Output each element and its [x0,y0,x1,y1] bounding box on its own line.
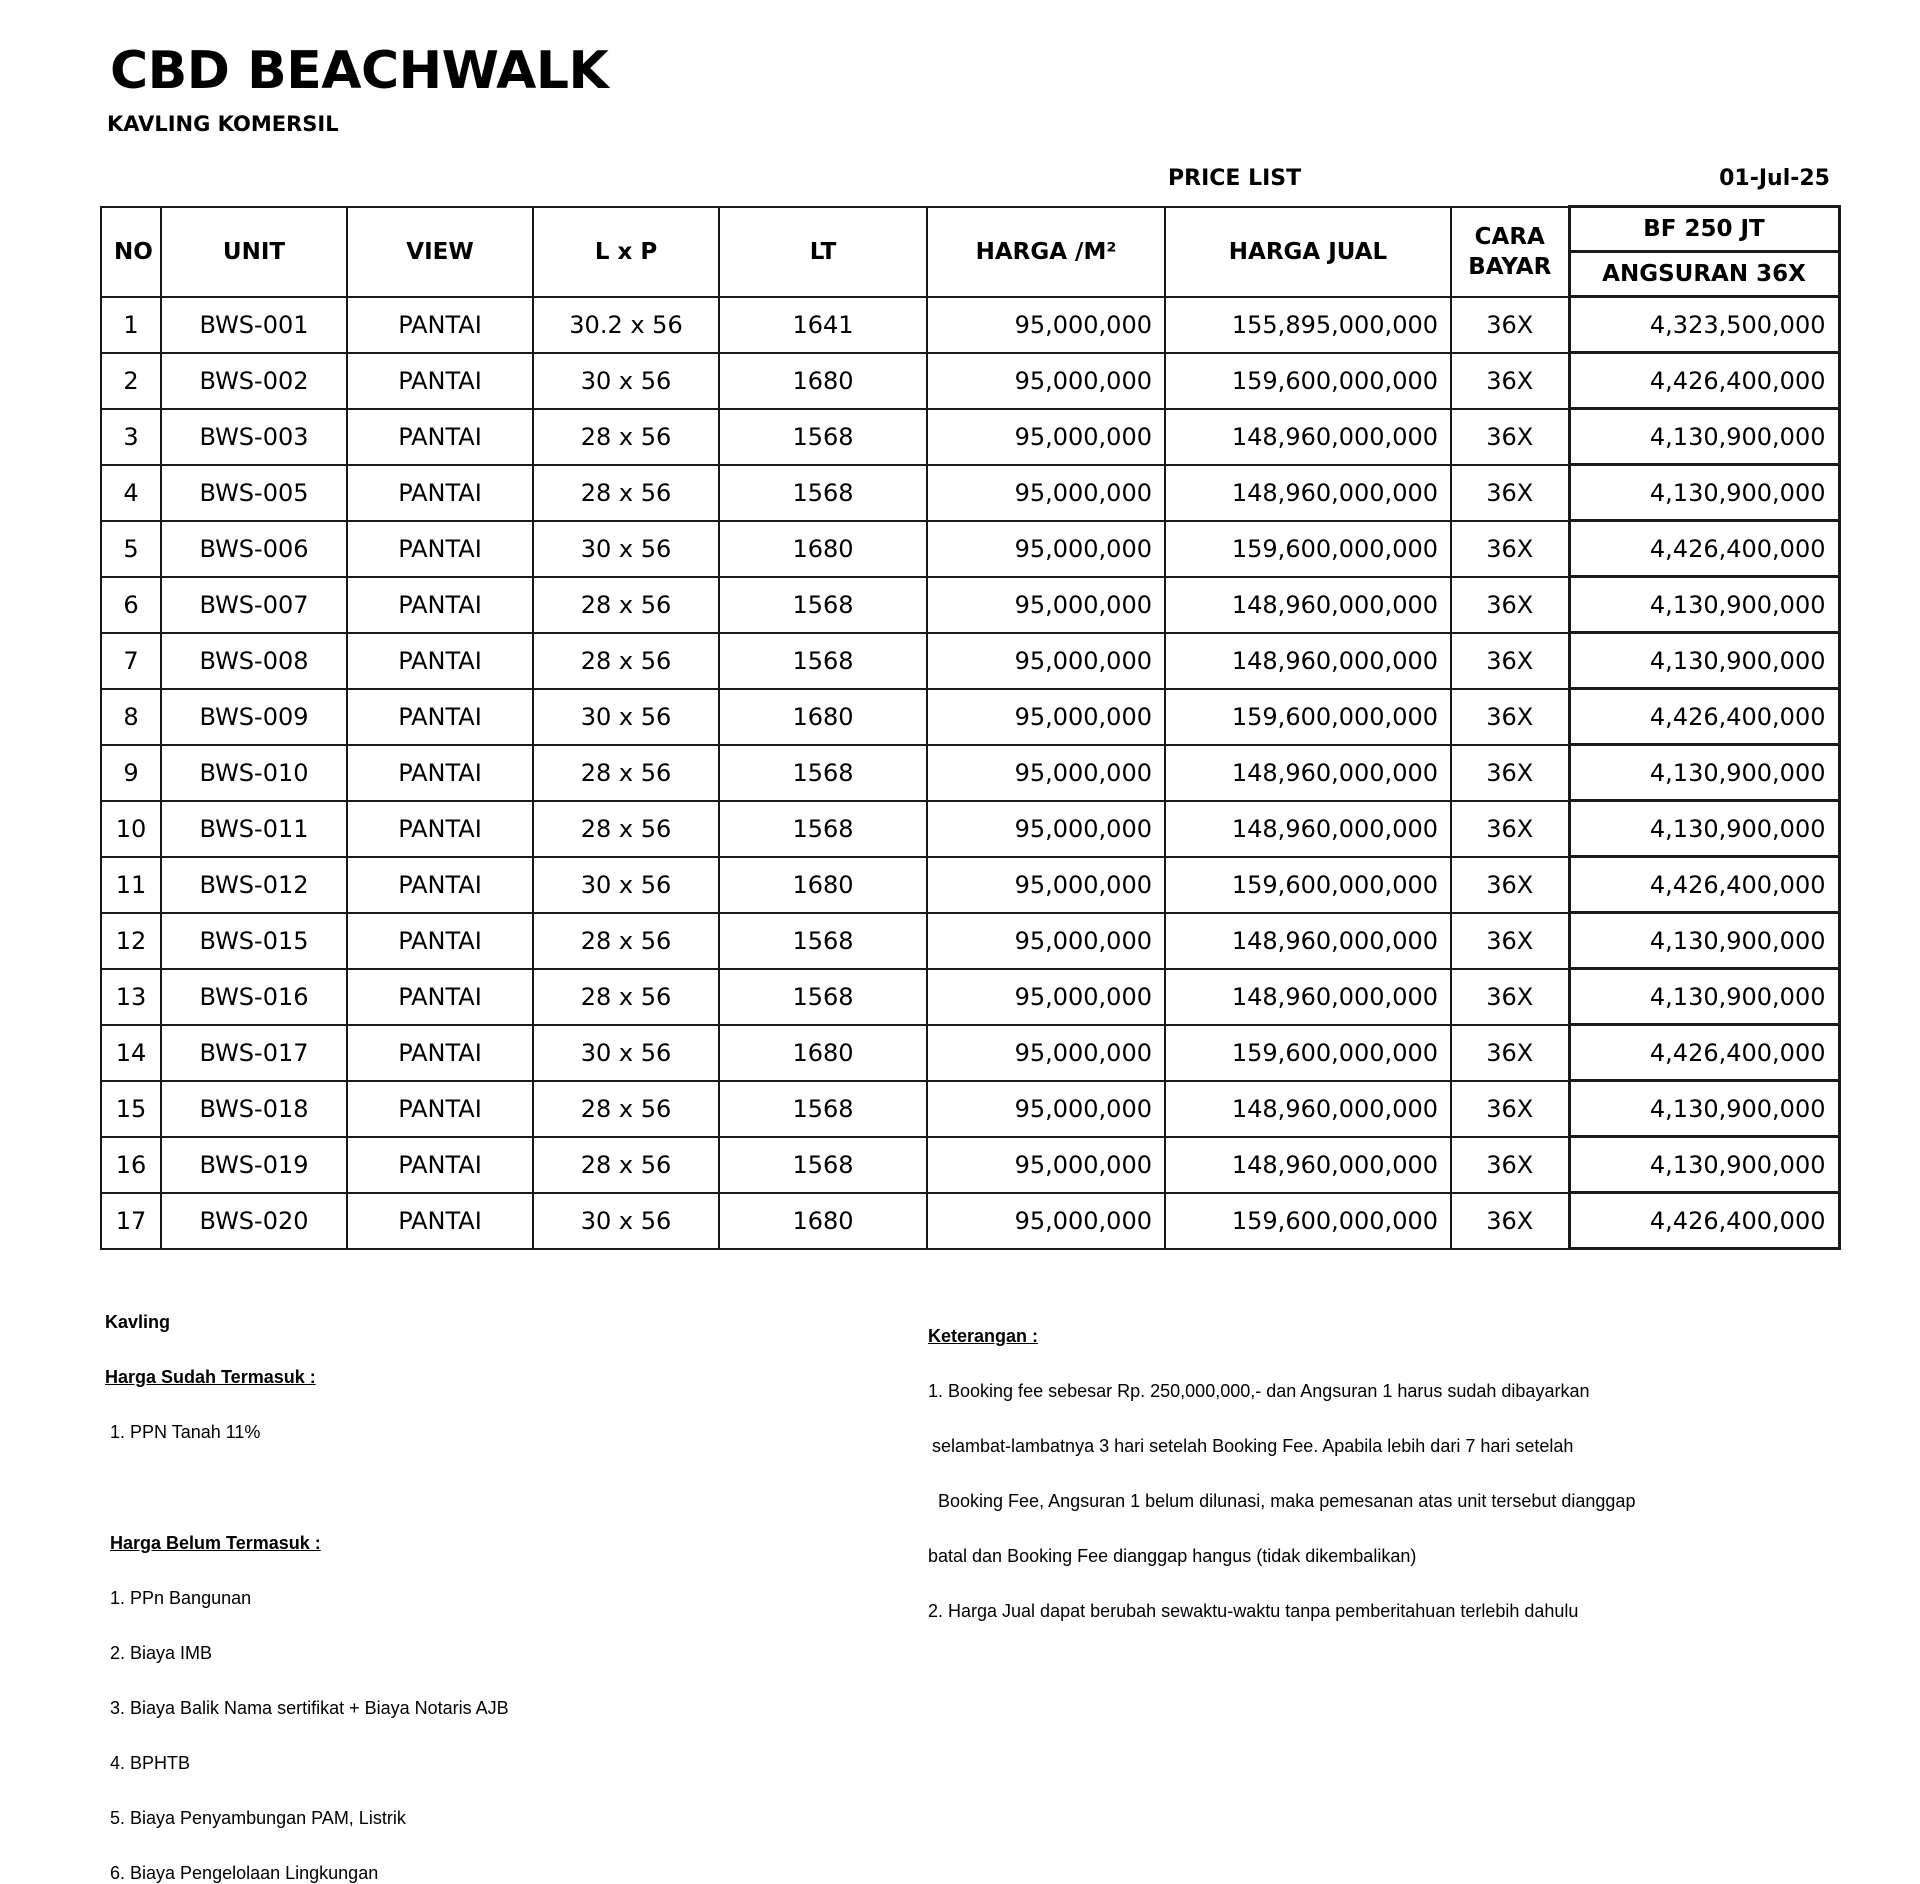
notes-excluded-item: 3. Biaya Balik Nama sertifikat + Biaya Notaris AJB [110,1698,509,1718]
table-row [101,353,1839,409]
cell-no: 2 [101,353,161,409]
cell-no: 17 [101,1193,161,1249]
cell-lxp: 30 x 56 [533,689,719,745]
col-header-bf: BF 250 JT [1569,207,1839,252]
cell-unit: BWS-018 [161,1081,347,1137]
notes-excluded-item: 4. BPHTB [110,1753,191,1773]
cell-angsuran: 4,426,400,000 [1569,1025,1839,1081]
cell-cara-bayar: 36X [1451,857,1569,913]
cell-harga-m2: 95,000,000 [927,913,1165,969]
cell-unit: BWS-006 [161,521,347,577]
cell-harga-m2: 95,000,000 [927,1081,1165,1137]
cell-lxp: 30.2 x 56 [533,297,719,353]
cell-view: PANTAI [347,521,533,577]
cell-angsuran: 4,426,400,000 [1569,353,1839,409]
notes-included-item: 1. PPN Tanah 11% [110,1422,261,1442]
cell-view: PANTAI [347,353,533,409]
table-row [101,689,1839,745]
cell-unit: BWS-017 [161,1025,347,1081]
cell-angsuran: 4,130,900,000 [1569,1137,1839,1193]
cell-harga-jual: 148,960,000,000 [1165,801,1451,857]
cell-lxp: 28 x 56 [533,577,719,633]
cell-lxp: 30 x 56 [533,1193,719,1249]
cell-lt: 1568 [719,1081,927,1137]
cell-angsuran: 4,426,400,000 [1569,1193,1839,1249]
cell-no: 5 [101,521,161,577]
cell-unit: BWS-020 [161,1193,347,1249]
cell-harga-jual: 159,600,000,000 [1165,857,1451,913]
cell-cara-bayar: 36X [1451,409,1569,465]
price-list-date: 01-Jul-25 [1719,166,1830,191]
cell-cara-bayar: 36X [1451,465,1569,521]
cell-lt: 1680 [719,521,927,577]
cell-lxp: 28 x 56 [533,745,719,801]
cell-harga-m2: 95,000,000 [927,1193,1165,1249]
notes-keterangan-line: 1. Booking fee sebesar Rp. 250,000,000,- dan Angsuran 1 harus sudah dibayarkan [928,1381,1590,1401]
cell-no: 16 [101,1137,161,1193]
cell-angsuran: 4,426,400,000 [1569,521,1839,577]
cell-unit: BWS-008 [161,633,347,689]
cell-no: 13 [101,969,161,1025]
cell-view: PANTAI [347,465,533,521]
notes-kavling-heading: Kavling [105,1312,171,1332]
cell-unit: BWS-001 [161,297,347,353]
cell-no: 4 [101,465,161,521]
cell-unit: BWS-007 [161,577,347,633]
cell-harga-jual: 148,960,000,000 [1165,465,1451,521]
cell-angsuran: 4,426,400,000 [1569,857,1839,913]
col-header-view: VIEW [347,207,533,297]
cell-lt: 1641 [719,297,927,353]
price-table-body [101,297,1839,1249]
cell-cara-bayar: 36X [1451,1193,1569,1249]
cell-harga-m2: 95,000,000 [927,1025,1165,1081]
notes-excluded-item: 1. PPn Bangunan [110,1588,252,1608]
cell-no: 8 [101,689,161,745]
cell-harga-m2: 95,000,000 [927,633,1165,689]
table-row [101,297,1839,353]
page-title: CBD BEACHWALK [110,41,609,101]
table-row [101,633,1839,689]
col-header-cara-bayar-line2: BAYAR [1468,253,1552,280]
cell-cara-bayar: 36X [1451,633,1569,689]
cell-no: 9 [101,745,161,801]
cell-lt: 1680 [719,353,927,409]
table-row [101,801,1839,857]
col-header-angsuran: ANGSURAN 36X [1569,252,1839,297]
cell-angsuran: 4,130,900,000 [1569,465,1839,521]
cell-unit: BWS-012 [161,857,347,913]
cell-harga-jual: 148,960,000,000 [1165,913,1451,969]
col-header-harga-jual: HARGA JUAL [1165,207,1451,297]
cell-lxp: 28 x 56 [533,1081,719,1137]
cell-unit: BWS-015 [161,913,347,969]
col-header-lxp: L x P [533,207,719,297]
cell-view: PANTAI [347,913,533,969]
cell-view: PANTAI [347,969,533,1025]
cell-angsuran: 4,426,400,000 [1569,689,1839,745]
cell-harga-m2: 95,000,000 [927,465,1165,521]
cell-harga-m2: 95,000,000 [927,801,1165,857]
cell-view: PANTAI [347,577,533,633]
cell-no: 14 [101,1025,161,1081]
cell-cara-bayar: 36X [1451,521,1569,577]
notes-excluded-heading: Harga Belum Termasuk : [110,1533,321,1553]
cell-harga-m2: 95,000,000 [927,969,1165,1025]
cell-harga-m2: 95,000,000 [927,521,1165,577]
cell-harga-jual: 148,960,000,000 [1165,969,1451,1025]
cell-lt: 1568 [719,969,927,1025]
price-table [100,205,1841,1250]
table-row [101,1193,1839,1249]
notes-excluded-item: 5. Biaya Penyambungan PAM, Listrik [110,1808,406,1828]
cell-lxp: 30 x 56 [533,1025,719,1081]
cell-lt: 1680 [719,1193,927,1249]
cell-cara-bayar: 36X [1451,353,1569,409]
cell-lt: 1680 [719,689,927,745]
cell-lt: 1568 [719,801,927,857]
cell-harga-m2: 95,000,000 [927,577,1165,633]
table-row [101,1137,1839,1193]
cell-lxp: 28 x 56 [533,1137,719,1193]
cell-unit: BWS-011 [161,801,347,857]
cell-harga-jual: 148,960,000,000 [1165,633,1451,689]
table-row [101,913,1839,969]
cell-lxp: 28 x 56 [533,633,719,689]
cell-lxp: 30 x 56 [533,857,719,913]
col-header-harga-m2: HARGA /M² [927,207,1165,297]
cell-harga-jual: 148,960,000,000 [1165,1081,1451,1137]
table-row [101,1025,1839,1081]
cell-angsuran: 4,130,900,000 [1569,577,1839,633]
col-header-cara-bayar-line1: CARA [1474,223,1545,250]
cell-angsuran: 4,130,900,000 [1569,913,1839,969]
cell-no: 11 [101,857,161,913]
cell-view: PANTAI [347,409,533,465]
cell-angsuran: 4,130,900,000 [1569,745,1839,801]
cell-harga-m2: 95,000,000 [927,1137,1165,1193]
cell-harga-m2: 95,000,000 [927,409,1165,465]
cell-view: PANTAI [347,633,533,689]
cell-angsuran: 4,130,900,000 [1569,633,1839,689]
cell-cara-bayar: 36X [1451,745,1569,801]
cell-no: 12 [101,913,161,969]
cell-cara-bayar: 36X [1451,689,1569,745]
cell-harga-m2: 95,000,000 [927,297,1165,353]
notes-excluded-item: 2. Biaya IMB [110,1643,213,1663]
table-row [101,577,1839,633]
cell-view: PANTAI [347,1137,533,1193]
cell-cara-bayar: 36X [1451,1137,1569,1193]
cell-harga-jual: 159,600,000,000 [1165,689,1451,745]
cell-harga-m2: 95,000,000 [927,353,1165,409]
cell-harga-jual: 159,600,000,000 [1165,521,1451,577]
cell-view: PANTAI [347,297,533,353]
table-row [101,745,1839,801]
cell-view: PANTAI [347,1193,533,1249]
col-header-cara-bayar [1451,207,1569,297]
notes-keterangan-line: selambat-lambatnya 3 hari setelah Booking Fee. Apabila lebih dari 7 hari setelah [932,1436,1574,1456]
cell-harga-jual: 148,960,000,000 [1165,745,1451,801]
price-list-label: PRICE LIST [1168,166,1302,191]
cell-unit: BWS-019 [161,1137,347,1193]
cell-no: 3 [101,409,161,465]
cell-cara-bayar: 36X [1451,1081,1569,1137]
cell-angsuran: 4,130,900,000 [1569,409,1839,465]
cell-unit: BWS-003 [161,409,347,465]
table-row [101,521,1839,577]
cell-no: 10 [101,801,161,857]
cell-harga-m2: 95,000,000 [927,857,1165,913]
cell-unit: BWS-005 [161,465,347,521]
cell-view: PANTAI [347,801,533,857]
cell-no: 15 [101,1081,161,1137]
cell-lxp: 28 x 56 [533,465,719,521]
cell-lxp: 28 x 56 [533,801,719,857]
table-row [101,1081,1839,1137]
cell-view: PANTAI [347,689,533,745]
page-subtitle: KAVLING KOMERSIL [107,112,339,136]
notes-excluded-item: 6. Biaya Pengelolaan Lingkungan [110,1863,379,1883]
cell-view: PANTAI [347,745,533,801]
cell-angsuran: 4,323,500,000 [1569,297,1839,353]
cell-cara-bayar: 36X [1451,969,1569,1025]
cell-view: PANTAI [347,857,533,913]
cell-no: 6 [101,577,161,633]
cell-harga-jual: 159,600,000,000 [1165,1025,1451,1081]
cell-cara-bayar: 36X [1451,913,1569,969]
cell-lt: 1680 [719,857,927,913]
cell-lt: 1568 [719,465,927,521]
cell-lt: 1568 [719,745,927,801]
cell-harga-jual: 159,600,000,000 [1165,353,1451,409]
cell-lxp: 28 x 56 [533,409,719,465]
table-row [101,465,1839,521]
table-row [101,857,1839,913]
notes-keterangan-line: Booking Fee, Angsuran 1 belum dilunasi, maka pemesanan atas unit tersebut dianggap [938,1491,1636,1511]
cell-lxp: 30 x 56 [533,353,719,409]
cell-unit: BWS-009 [161,689,347,745]
notes-included-heading: Harga Sudah Termasuk : [105,1367,316,1387]
cell-unit: BWS-010 [161,745,347,801]
cell-harga-m2: 95,000,000 [927,745,1165,801]
cell-lxp: 30 x 56 [533,521,719,577]
notes-keterangan-line: batal dan Booking Fee dianggap hangus (tidak dikembalikan) [928,1546,1417,1566]
cell-lxp: 28 x 56 [533,969,719,1025]
cell-cara-bayar: 36X [1451,1025,1569,1081]
col-header-unit: UNIT [161,207,347,297]
cell-no: 7 [101,633,161,689]
cell-harga-jual: 148,960,000,000 [1165,577,1451,633]
notes-keterangan-heading: Keterangan : [928,1326,1039,1346]
cell-lxp: 28 x 56 [533,913,719,969]
col-header-no: NO [101,207,161,297]
cell-harga-jual: 159,600,000,000 [1165,1193,1451,1249]
cell-lt: 1680 [719,1025,927,1081]
cell-view: PANTAI [347,1025,533,1081]
cell-cara-bayar: 36X [1451,577,1569,633]
cell-angsuran: 4,130,900,000 [1569,1081,1839,1137]
col-header-lt: LT [719,207,927,297]
cell-lt: 1568 [719,913,927,969]
cell-lt: 1568 [719,577,927,633]
cell-angsuran: 4,130,900,000 [1569,969,1839,1025]
cell-view: PANTAI [347,1081,533,1137]
cell-harga-jual: 148,960,000,000 [1165,409,1451,465]
cell-lt: 1568 [719,409,927,465]
cell-no: 1 [101,297,161,353]
cell-unit: BWS-016 [161,969,347,1025]
cell-lt: 1568 [719,1137,927,1193]
cell-cara-bayar: 36X [1451,801,1569,857]
cell-harga-jual: 155,895,000,000 [1165,297,1451,353]
cell-unit: BWS-002 [161,353,347,409]
cell-harga-m2: 95,000,000 [927,689,1165,745]
cell-angsuran: 4,130,900,000 [1569,801,1839,857]
table-row [101,409,1839,465]
cell-harga-jual: 148,960,000,000 [1165,1137,1451,1193]
cell-cara-bayar: 36X [1451,297,1569,353]
table-row [101,969,1839,1025]
cell-lt: 1568 [719,633,927,689]
notes-keterangan-line: 2. Harga Jual dapat berubah sewaktu-waktu tanpa pemberitahuan terlebih dahulu [928,1601,1579,1621]
